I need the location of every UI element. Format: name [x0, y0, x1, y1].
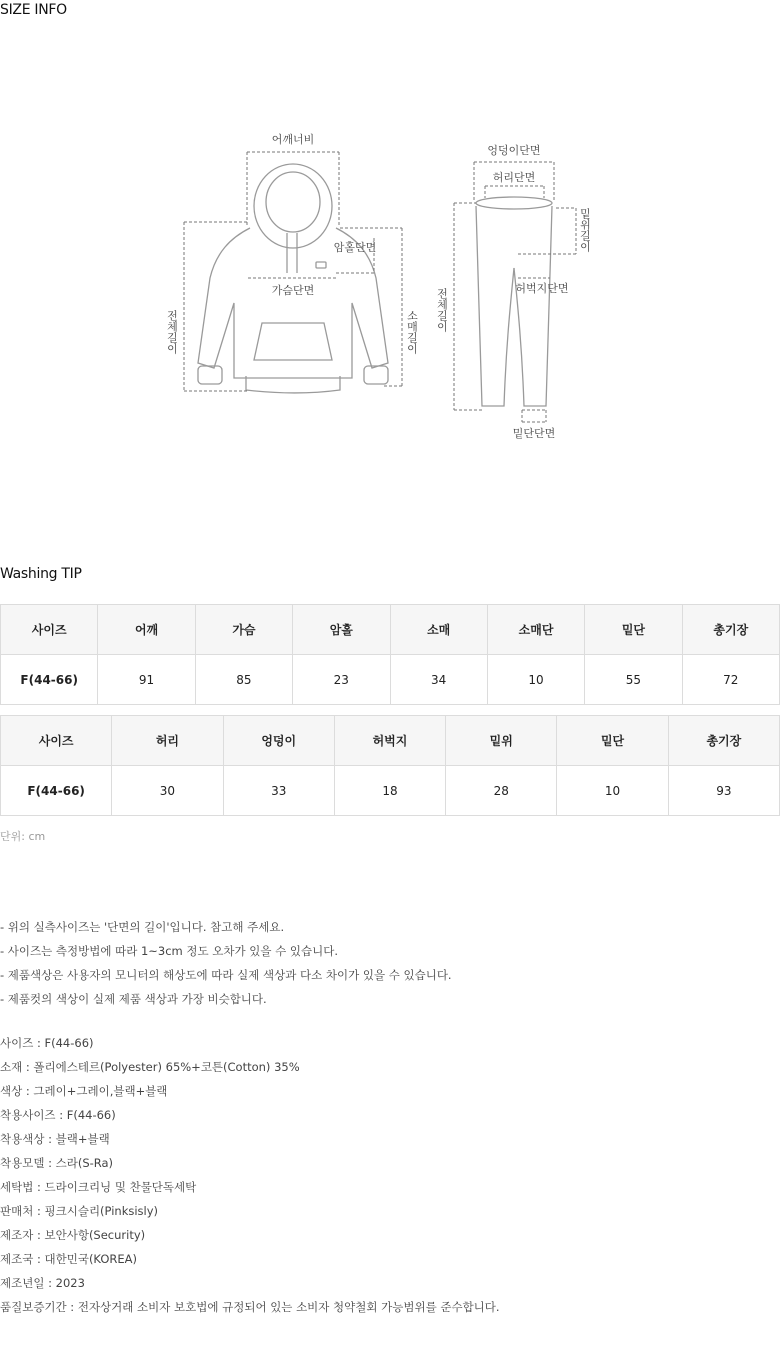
table-header-cell: 허리 [112, 716, 223, 766]
table-cell: 85 [195, 655, 292, 705]
top-size-table [0, 604, 780, 705]
spec-item: 착용사이즈 : F(44-66) [0, 1108, 116, 1122]
spec-item: 제조년일 : 2023 [0, 1276, 85, 1290]
spec-item: 착용모델 : 스라(S-Ra) [0, 1156, 114, 1170]
spec-item: 제조국 : 대한민국(KOREA) [0, 1252, 138, 1266]
spec-item: 세탁법 : 드라이크리닝 및 찬물단독세탁 [0, 1180, 197, 1194]
washing-tip-title: Washing TIP [0, 566, 82, 582]
spec-item: 품질보증기간 : 전자상거래 소비자 보호법에 규정되어 있는 소비자 청약철회 가능범위를 준수합니다. [0, 1300, 500, 1314]
table-header-cell: 소매단 [487, 605, 584, 655]
label-pants-total-length: 전체길이 [435, 288, 449, 332]
table-cell: 28 [446, 766, 557, 816]
table-cell: F(44-66) [1, 655, 98, 705]
table-cell: 55 [585, 655, 682, 705]
label-waist: 허리단면 [492, 171, 536, 184]
table-header-row [1, 605, 780, 655]
table-header-cell: 암홀 [293, 605, 390, 655]
table-cell: 33 [223, 766, 334, 816]
table-header-cell: 소매 [390, 605, 487, 655]
label-chest: 가슴단면 [271, 284, 315, 297]
table-row [1, 766, 780, 816]
bottom-size-table [0, 715, 780, 816]
note-item: - 사이즈는 측정방법에 따라 1~3cm 정도 오차가 있을 수 있습니다. [0, 944, 339, 958]
note-item: - 제품컷의 색상이 실제 제품 색상과 가장 비슷합니다. [0, 992, 267, 1006]
table-cell: 91 [98, 655, 195, 705]
label-thigh: 허벅지단면 [515, 282, 569, 295]
spec-item: 판매처 : 핑크시슬리(Pinksisly) [0, 1204, 159, 1218]
table-header-cell: 엉덩이 [223, 716, 334, 766]
size-diagram [150, 128, 610, 458]
table-header-cell: 가슴 [195, 605, 292, 655]
table-header-row [1, 716, 780, 766]
label-hip: 엉덩이단면 [487, 144, 541, 157]
spec-item: 소재 : 폴리에스테르(Polyester) 65%+코튼(Cotton) 35% [0, 1060, 300, 1074]
spec-item: 제조자 : 보안사항(Security) [0, 1228, 146, 1242]
note-item: - 제품색상은 사용자의 모니터의 해상도에 따라 실제 색상과 다소 차이가 있을 수 있습니다. [0, 968, 452, 982]
table-cell: 23 [293, 655, 390, 705]
table-cell: F(44-66) [1, 766, 112, 816]
table-header-cell: 어깨 [98, 605, 195, 655]
label-rise: 밑위길이 [578, 208, 592, 252]
table-header-cell: 허벅지 [334, 716, 445, 766]
table-cell: 10 [557, 766, 668, 816]
table-cell: 30 [112, 766, 223, 816]
table-cell: 18 [334, 766, 445, 816]
table-header-cell: 총기장 [668, 716, 779, 766]
spec-item: 사이즈 : F(44-66) [0, 1036, 94, 1050]
label-shoulder: 어깨너비 [271, 133, 315, 146]
product-specs-list [0, 1031, 500, 1319]
label-armhole: 암홀단면 [333, 241, 377, 254]
table-header-cell: 밑위 [446, 716, 557, 766]
table-row [1, 655, 780, 705]
hoodie-measure-lines [184, 152, 402, 391]
notes-list [0, 915, 452, 1011]
spec-item: 색상 : 그레이+그레이,블랙+블랙 [0, 1084, 168, 1098]
note-item: - 위의 실측사이즈는 '단면의 길이'입니다. 참고해 주세요. [0, 920, 285, 934]
table-cell: 34 [390, 655, 487, 705]
table-header-cell: 밑단 [585, 605, 682, 655]
unit-note: 단위: cm [0, 830, 46, 843]
size-info-title: SIZE INFO [0, 2, 67, 18]
label-hem: 밑단단면 [512, 427, 556, 440]
table-cell: 10 [487, 655, 584, 705]
table-cell: 72 [682, 655, 779, 705]
spec-item: 착용색상 : 블랙+블랙 [0, 1132, 110, 1146]
table-cell: 93 [668, 766, 779, 816]
table-header-cell: 사이즈 [1, 605, 98, 655]
label-sleeve-length: 소매길이 [405, 310, 419, 354]
size-diagram-svg [150, 128, 610, 458]
pants-illustration [476, 197, 552, 406]
label-top-total-length: 전체길이 [165, 310, 179, 354]
table-header-cell: 사이즈 [1, 716, 112, 766]
table-header-cell: 밑단 [557, 716, 668, 766]
table-header-cell: 총기장 [682, 605, 779, 655]
